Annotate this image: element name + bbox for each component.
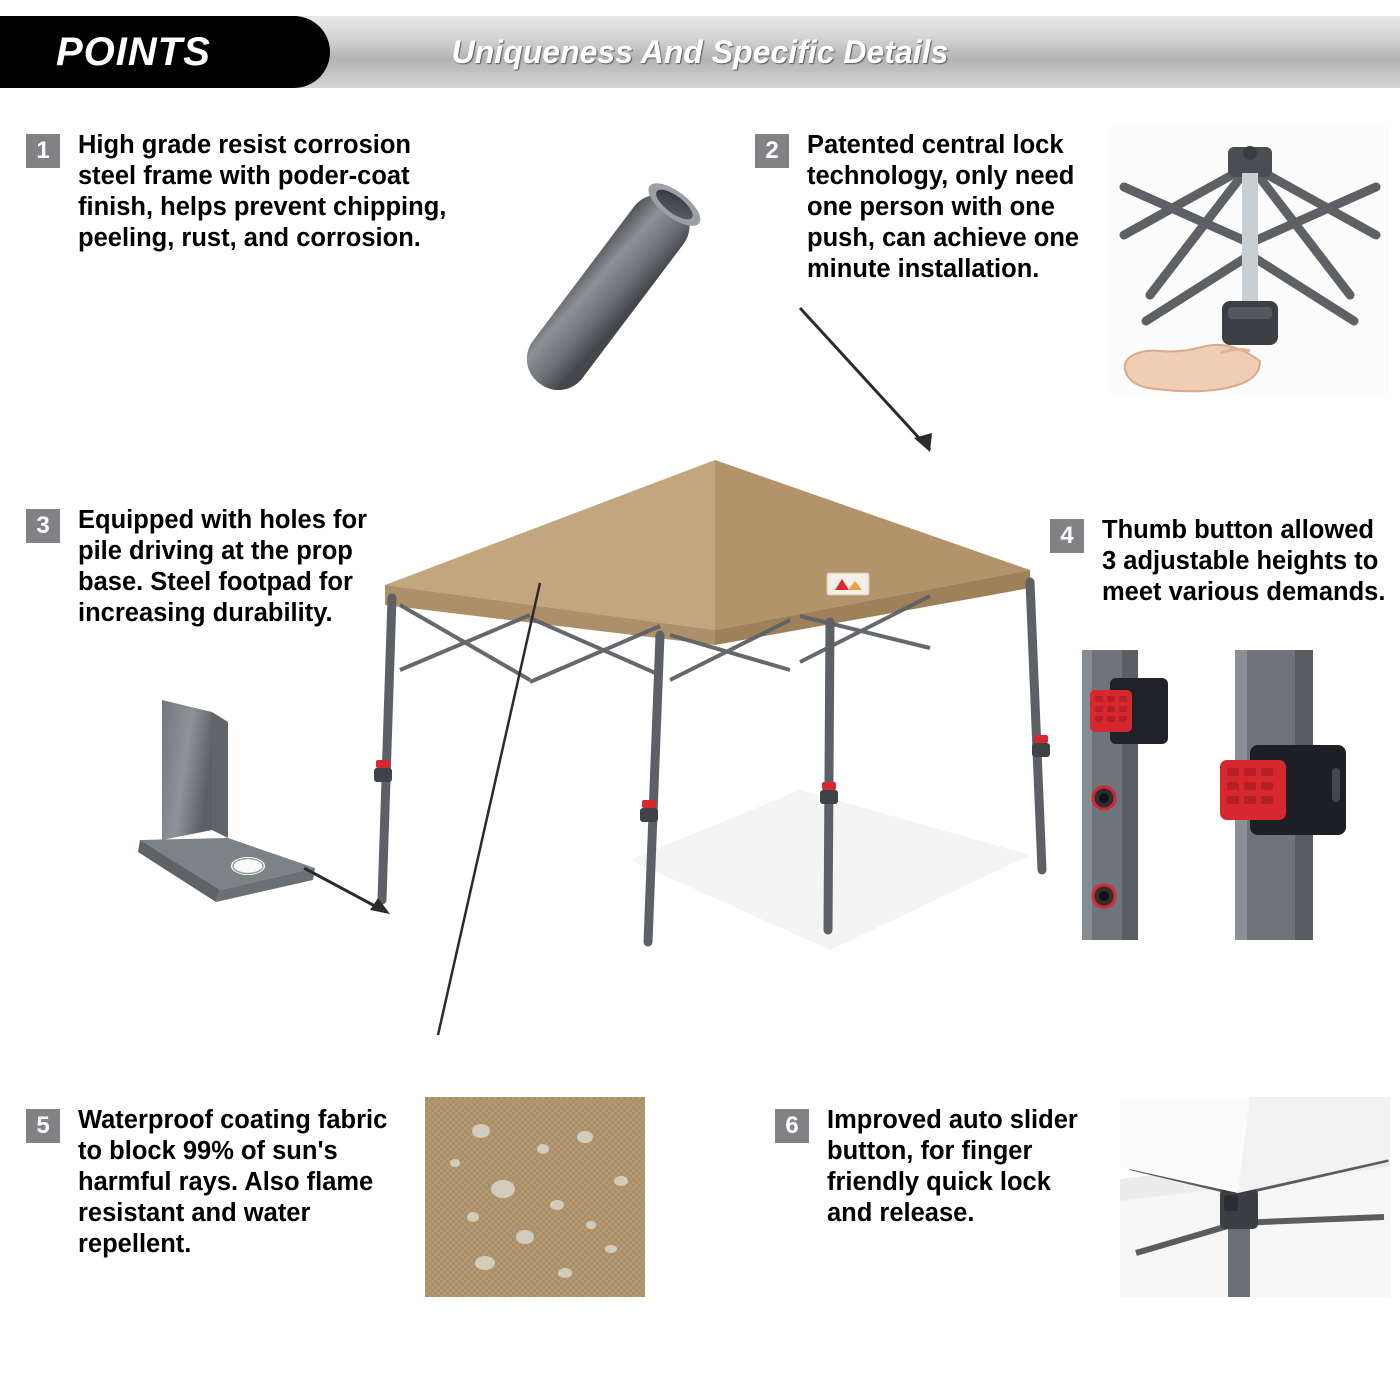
steel-pole-photo (480, 170, 740, 420)
central-lock-hand-push-photo (1110, 125, 1390, 395)
header-title: Uniqueness And Specific Details (451, 34, 949, 70)
arrow-to-footpad (300, 860, 420, 930)
leader-line-fabric (430, 575, 550, 1045)
point-3-text: Equipped with holes for pile driving at the prop base. Steel footpad for increasing durability. (78, 506, 367, 628)
header-bar (0, 16, 1400, 88)
red-thumb-button-photo (1060, 650, 1390, 940)
point-6-number: 6 (775, 1109, 809, 1143)
point-1-text: High grade resist corrosion steel frame with poder-coat finish, helps prevent chipping, peeling, rust, and corrosion. (78, 131, 447, 253)
canopy-corner-auto-slider-photo (1120, 1097, 1390, 1297)
point-2-text: Patented central lock technology, only need one person with one push, can achieve one minute installation. (807, 131, 1080, 284)
point-3-number: 3 (26, 509, 60, 543)
waterproof-fabric-water-beads-photo (425, 1097, 645, 1297)
point-4-text: Thumb button allowed 3 adjustable heights to meet various demands. (1102, 516, 1386, 607)
arrow-to-canopy-peak (790, 300, 970, 470)
header-tab-label: POINTS (56, 30, 211, 74)
point-1-number: 1 (26, 134, 60, 168)
point-5-text: Waterproof coating fabric to block 99% of sun's harmful rays. Also flame resistant and water repellent. (78, 1106, 388, 1259)
point-5-number: 5 (26, 1109, 60, 1143)
point-2-number: 2 (755, 134, 789, 168)
point-4-number: 4 (1050, 519, 1084, 553)
point-6-text: Improved auto slider button, for finger friendly quick lock and release. (827, 1106, 1078, 1228)
